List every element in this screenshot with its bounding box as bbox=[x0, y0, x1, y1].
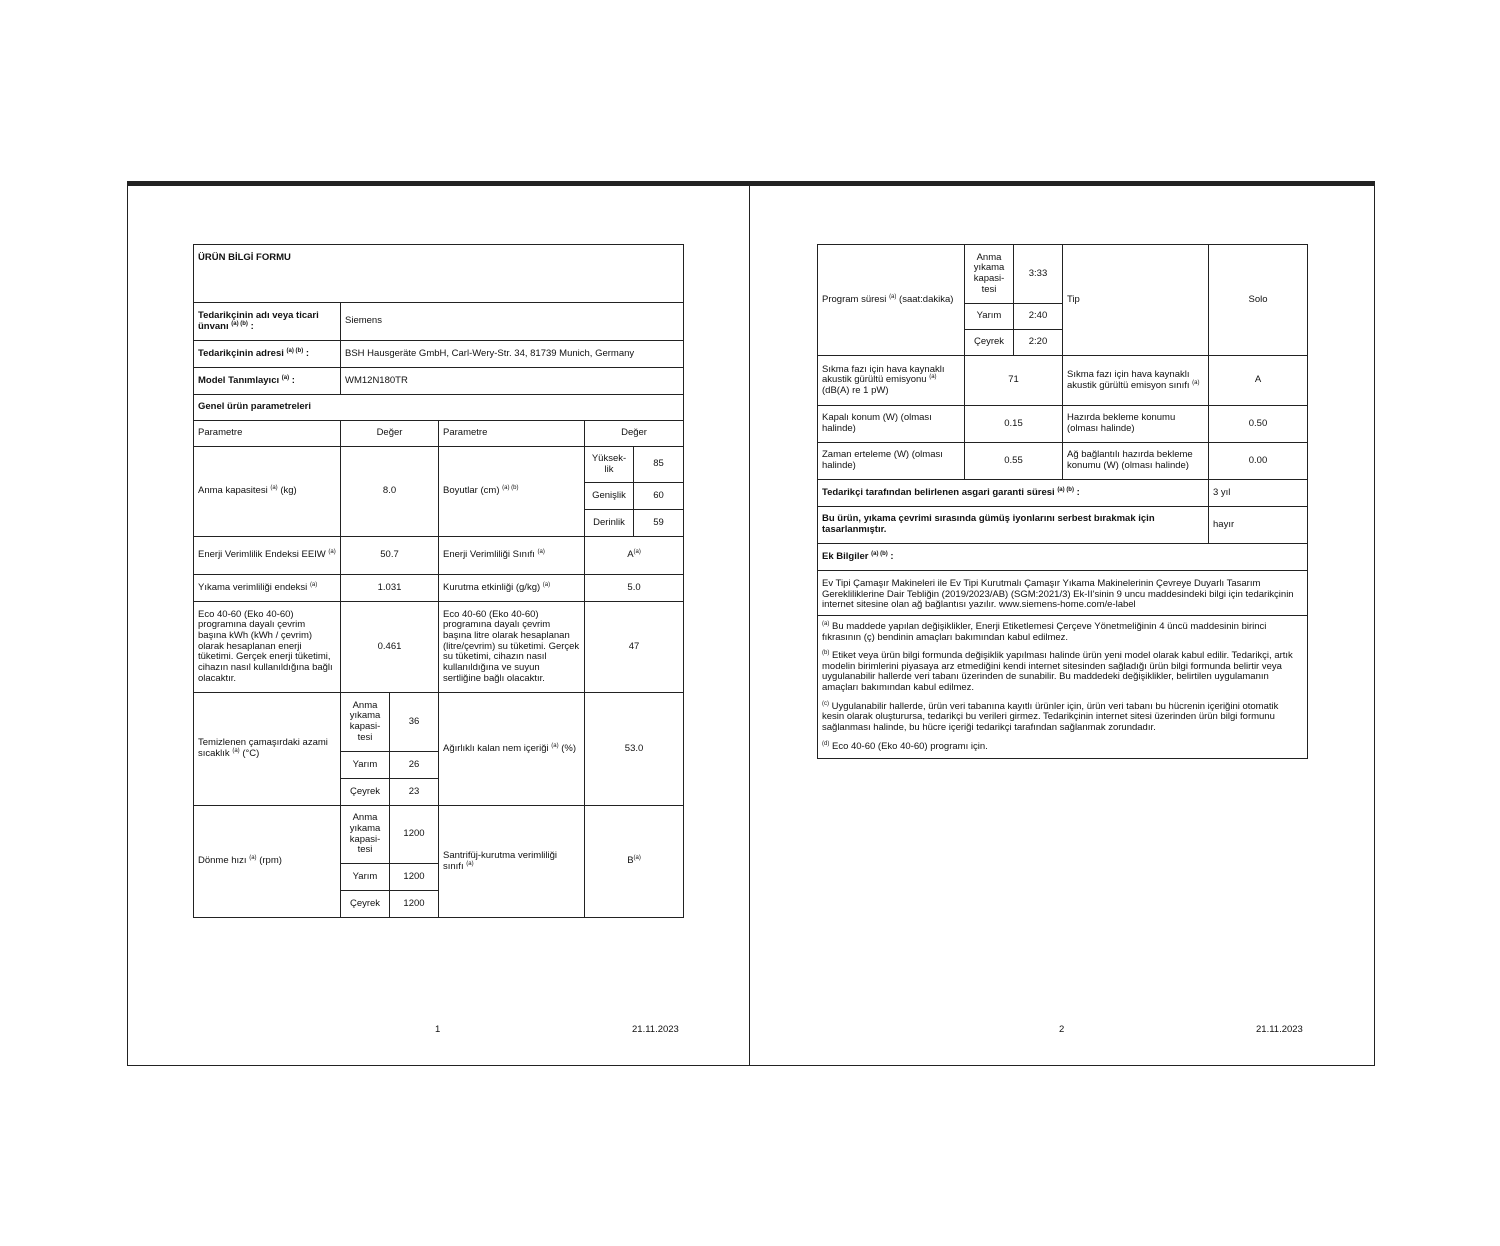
spin-half-value: 1200 bbox=[390, 864, 439, 891]
network-standby-value: 0.00 bbox=[1209, 443, 1308, 480]
col-param-header: Parametre bbox=[194, 421, 341, 447]
rinse-eff-label: Kurutma etkinliği (g/kg) $^{(a)}$ bbox=[439, 575, 585, 602]
spin-quarter-value: 1200 bbox=[390, 891, 439, 918]
dim-height-value: 85 bbox=[634, 447, 684, 483]
col-value-header-2: Değer bbox=[585, 421, 684, 447]
duration-level-quarter: Çeyrek bbox=[965, 330, 1014, 356]
eei-value: 50.7 bbox=[341, 537, 439, 575]
product-info-table-page2 bbox=[817, 244, 1308, 759]
model-value: WM12N180TR bbox=[341, 368, 684, 395]
delay-start-value: 0.55 bbox=[965, 443, 1063, 480]
off-mode-label: Kapalı konum (W) (olması halinde) bbox=[818, 406, 965, 443]
footnote-d: $^{(d)}$ Eco 40-60 (Eko 40-60) programı için. bbox=[822, 740, 988, 752]
max-temp-level-quarter: Çeyrek bbox=[341, 779, 390, 806]
spin-level-quarter: Çeyrek bbox=[341, 891, 390, 918]
moisture-label: Ağırlıklı kalan nem içeriği $^{(a)}$ (%) bbox=[439, 693, 585, 806]
delay-start-label: Zaman erteleme (W) (olması halinde) bbox=[818, 443, 965, 480]
water-consumption-label: Eco 40-60 (Eko 40-60) programına dayalı çevrim başına litre olarak hesaplanan (litre/çevrim) su tüketimi. Gerçek su tüketimi, cihazın nasıl kullanıldığına ve suyun sertliğine bağlı olacaktır. bbox=[439, 602, 585, 693]
guarantee-label: Tedarikçi tarafından belirlenen asgari garanti süresi $^{(a) (b)}$ : bbox=[818, 480, 1209, 507]
page2-number: 2 bbox=[1059, 1024, 1065, 1035]
rated-capacity-label: Anma kapasitesi $^{(a)}$ (kg) bbox=[194, 447, 341, 537]
dim-depth-label: Derinlik bbox=[585, 510, 634, 537]
wash-eff-label: Yıkama verimliliği endeksi $^{(a)}$ bbox=[194, 575, 341, 602]
type-value: Solo bbox=[1209, 245, 1308, 356]
page-title: ÜRÜN BİLGİ FORMU bbox=[194, 245, 684, 303]
page1-date: 21.11.2023 bbox=[632, 1024, 679, 1035]
product-info-table-page1 bbox=[193, 244, 684, 918]
standby-label: Hazırda bekleme konumu (olması halinde) bbox=[1063, 406, 1209, 443]
duration-rated-value: 3:33 bbox=[1014, 245, 1063, 304]
eei-label: Enerji Verimlilik Endeksi EEIW $^{(a)}$ bbox=[194, 537, 341, 575]
footnote-b: $^{(b)}$ Etiket veya ürün bilgi formunda değişiklik yapılması halinde ürün yeni model olarak kabul edilir. Tedarikçi, artık modelin birimlerini piyasaya arz etmediğini kendi internet sitesinden sağladığı ürün bilgi formunda belirtir veya uygulanabilir hallerde veri tabanı üzerinden de sunabilir. Bu maddedeki değişiklikler, belirtilen uygulamanın amaçları bakımından kabul edilmez. bbox=[822, 649, 1293, 693]
dim-width-value: 60 bbox=[634, 483, 684, 510]
network-standby-label: Ağ bağlantılı hazırda bekleme konumu (W) (olması halinde) bbox=[1063, 443, 1209, 480]
duration-half-value: 2:40 bbox=[1014, 304, 1063, 330]
general-params-heading: Genel ürün parametreleri bbox=[194, 395, 684, 421]
guarantee-value: 3 yıl bbox=[1209, 480, 1308, 507]
energy-class-label: Enerji Verimliliği Sınıfı $^{(a)}$ bbox=[439, 537, 585, 575]
spin-level-half: Yarım bbox=[341, 864, 390, 891]
max-temp-level-rated: Anma yıkama kapasi-tesi bbox=[341, 693, 390, 752]
max-temp-quarter-value: 23 bbox=[390, 779, 439, 806]
spin-class-value: $B^{(a)}$ bbox=[585, 806, 684, 918]
off-mode-value: 0.15 bbox=[965, 406, 1063, 443]
silver-ions-label: Bu ürün, yıkama çevrimi sırasında gümüş iyonlarını serbest bırakmak için tasarlanmıştır. bbox=[818, 507, 1209, 544]
rinse-eff-value: 5.0 bbox=[585, 575, 684, 602]
spin-rated-value: 1200 bbox=[390, 806, 439, 864]
footnote-a: $^{(a)}$ Bu maddede yapılan değişiklikler, Enerji Etiketlemesi Çerçeve Yönetmeliğinin 4 üncü maddesinin birinci fıkrasının (ç) bendinin amaçları bakımından kabul edilmez. bbox=[822, 620, 1267, 643]
program-duration-label: Program süresi $^{(a)}$ (saat:dakika) bbox=[818, 245, 965, 356]
type-label: Tip bbox=[1063, 245, 1209, 356]
footnotes-block bbox=[818, 615, 1308, 758]
duration-level-half: Yarım bbox=[965, 304, 1014, 330]
standby-value: 0.50 bbox=[1209, 406, 1308, 443]
duration-level-rated: Anma yıkama kapasi-tesi bbox=[965, 245, 1014, 304]
noise-class-label: Sıkma fazı için hava kaynaklı akustik gürültü emisyon sınıfı $^{(a)}$ bbox=[1063, 356, 1209, 406]
max-temp-half-value: 26 bbox=[390, 752, 439, 779]
dimensions-label: Boyutlar (cm) $^{(a) (b)}$ bbox=[439, 447, 585, 537]
spin-class-label: Santrifüj-kurutma verimliliği sınıfı $^{(a)}$ bbox=[439, 806, 585, 918]
footnote-c: $^{(c)}$ Uygulanabilir hallerde, ürün veri tabanına kayıtlı ürünler için, ürün veri tabanı bu hücrenin içeriğini otomatik kesin olarak oluşturursa, tedarikçi bu verileri girmez. Tedarikçinin internet sitesi üzerinden ürün bilgi formunu sağlanması halinde, bu hücre içeriği tedarikçi tarafından sağlanmak zorundadır. bbox=[822, 700, 1279, 733]
energy-consumption-label: Eco 40-60 (Eko 40-60) programına dayalı çevrim başına kWh (kWh / çevrim) olarak hesaplanan enerji tüketimi. Gerçek enerji tüketimi, cihazın nasıl kullanıldığına bağlı olacaktır. bbox=[194, 602, 341, 693]
energy-class-value: $A^{(a)}$ bbox=[585, 537, 684, 575]
dim-depth-value: 59 bbox=[634, 510, 684, 537]
supplier-name-value: Siemens bbox=[341, 303, 684, 341]
supplier-address-label: Tedarikçinin adresi $^{(a) (b)}$ : bbox=[194, 341, 341, 368]
water-consumption-value: 47 bbox=[585, 602, 684, 693]
rated-capacity-value: 8.0 bbox=[341, 447, 439, 537]
max-temp-rated-value: 36 bbox=[390, 693, 439, 752]
energy-consumption-value: 0.461 bbox=[341, 602, 439, 693]
wash-eff-value: 1.031 bbox=[341, 575, 439, 602]
dim-width-label: Genişlik bbox=[585, 483, 634, 510]
page2-date: 21.11.2023 bbox=[1256, 1024, 1303, 1035]
moisture-value: 53.0 bbox=[585, 693, 684, 806]
model-label: Model Tanımlayıcı $^{(a)}$ : bbox=[194, 368, 341, 395]
max-temp-label: Temizlenen çamaşırdaki azami sıcaklık $^{(a)}$ (°C) bbox=[194, 693, 341, 806]
col-value-header: Değer bbox=[341, 421, 439, 447]
dim-height-label: Yüksek-lik bbox=[585, 447, 634, 483]
supplier-name-label: Tedarikçinin adı veya ticari ünvanı $^{(a) (b)}$ : bbox=[194, 303, 341, 341]
supplier-address-value: BSH Hausgeräte GmbH, Carl-Wery-Str. 34, 81739 Munich, Germany bbox=[341, 341, 684, 368]
silver-ions-value: hayır bbox=[1209, 507, 1308, 544]
additional-info-text: Ev Tipi Çamaşır Makineleri ile Ev Tipi Kurutmalı Çamaşır Yıkama Makinelerinin Çevreye Duyarlı Tasarım Gerekliliklerine Dair Tebliğin (2019/2023/AB) (SGM:2021/3) Ek-II'sinin 9 uncu maddesindeki bilgi için tedarikçinin internet sitesine olan ağ bağlantısı yazılır. www.siemens-home.com/e-label bbox=[818, 571, 1308, 616]
noise-class-value: A bbox=[1209, 356, 1308, 406]
spin-level-rated: Anma yıkama kapasi-tesi bbox=[341, 806, 390, 864]
col-param-header-2: Parametre bbox=[439, 421, 585, 447]
spin-speed-label: Dönme hızı $^{(a)}$ (rpm) bbox=[194, 806, 341, 918]
additional-info-heading: Ek Bilgiler $^{(a) (b)}$ : bbox=[818, 544, 1308, 571]
noise-value: 71 bbox=[965, 356, 1063, 406]
max-temp-level-half: Yarım bbox=[341, 752, 390, 779]
page-divider bbox=[749, 186, 750, 1066]
page1-number: 1 bbox=[435, 1024, 441, 1035]
noise-label: Sıkma fazı için hava kaynaklı akustik gürültü emisyonu $^{(a)}$ (dB(A) re 1 pW) bbox=[818, 356, 965, 406]
duration-quarter-value: 2:20 bbox=[1014, 330, 1063, 356]
